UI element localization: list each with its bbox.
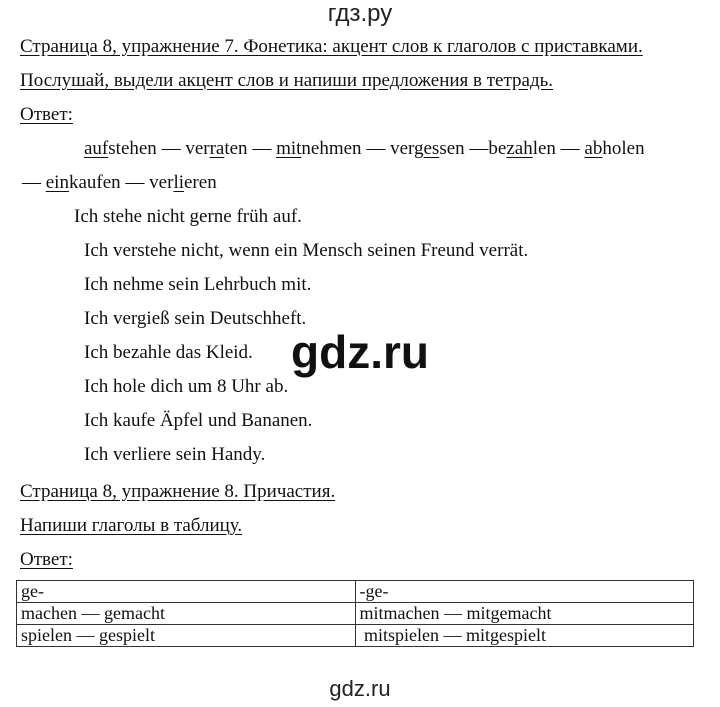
sentence: Ich stehe nicht gerne früh auf. — [74, 206, 302, 227]
stressed-word: verlieren — [149, 172, 217, 193]
exercise7-title: Страница 8, упражнение 7. Фонетика: акцент слов к глаголов с приставками. — [20, 36, 643, 57]
stressed-words-line-2 — [22, 171, 217, 195]
stressed-syllable: auf — [84, 138, 109, 159]
stressed-word: aufstehen — [84, 138, 157, 159]
watermark: gdz.ru — [291, 326, 429, 378]
sentence: Ich hole dich um 8 Uhr ab. — [84, 376, 289, 397]
word-separator: — — [22, 172, 46, 193]
verbs-table — [16, 580, 694, 647]
table-cell: machen — gemacht — [17, 603, 356, 625]
stressed-syllable: ges — [413, 138, 440, 159]
table-cell: mitmachen — mitgemacht — [355, 603, 694, 625]
exercise8-title: Страница 8, упражнение 8. Причастия. — [20, 481, 336, 502]
stressed-syllable: mit — [276, 138, 302, 159]
stressed-syllable: ra — [209, 138, 225, 159]
table-header-cell: ge- — [17, 581, 356, 603]
sentence: Ich vergieß sein Deutschheft. — [84, 308, 307, 329]
word-separator: — — [464, 138, 489, 159]
stressed-word: einkaufen — [45, 172, 121, 193]
exercise7-answer-label: Ответ: — [20, 104, 73, 125]
table-cell: mitspielen — mitgespielt — [355, 625, 694, 647]
sentence: Ich bezahle das Kleid. — [84, 342, 253, 363]
exercise7-instruction: Послушай, выдели акцент слов и напиши предложения в тетрадь. — [20, 70, 554, 91]
table-header-cell: -ge- — [355, 581, 694, 603]
word-separator: — — [247, 138, 277, 159]
stressed-syllable: li — [173, 172, 184, 193]
sentence: Ich kaufe Äpfel und Bananen. — [84, 410, 313, 431]
stressed-syllable: ab — [584, 138, 603, 159]
exercise8-answer-label: Ответ: — [20, 549, 73, 570]
site-title: гдз.ру — [327, 0, 393, 27]
stressed-word: abholen — [584, 138, 645, 159]
word-separator: — — [555, 138, 585, 159]
stressed-word: vergessen — [390, 138, 465, 159]
stressed-word: bezahlen — [488, 138, 556, 159]
table-header-row — [17, 581, 694, 603]
stressed-syllable: ein — [45, 172, 69, 193]
word-separator: — — [120, 172, 150, 193]
stressed-word: verraten — [185, 138, 248, 159]
word-separator: — — [156, 138, 186, 159]
exercise8-instruction: Напиши глаголы в таблицу. — [20, 515, 243, 536]
table-row — [17, 625, 694, 647]
stressed-syllable: zah — [506, 138, 533, 159]
stressed-word: mitnehmen — [276, 138, 362, 159]
sentence: Ich verliere sein Handy. — [84, 444, 266, 465]
sentence: Ich verstehe nicht, wenn ein Mensch seinen Freund verrät. — [84, 240, 529, 261]
table-row — [17, 603, 694, 625]
footer-site-title: gdz.ru — [329, 676, 391, 701]
sentence: Ich nehme sein Lehrbuch mit. — [84, 274, 312, 295]
table-cell: spielen — gespielt — [17, 625, 356, 647]
word-separator: — — [361, 138, 391, 159]
stressed-words-line-1 — [84, 137, 645, 161]
